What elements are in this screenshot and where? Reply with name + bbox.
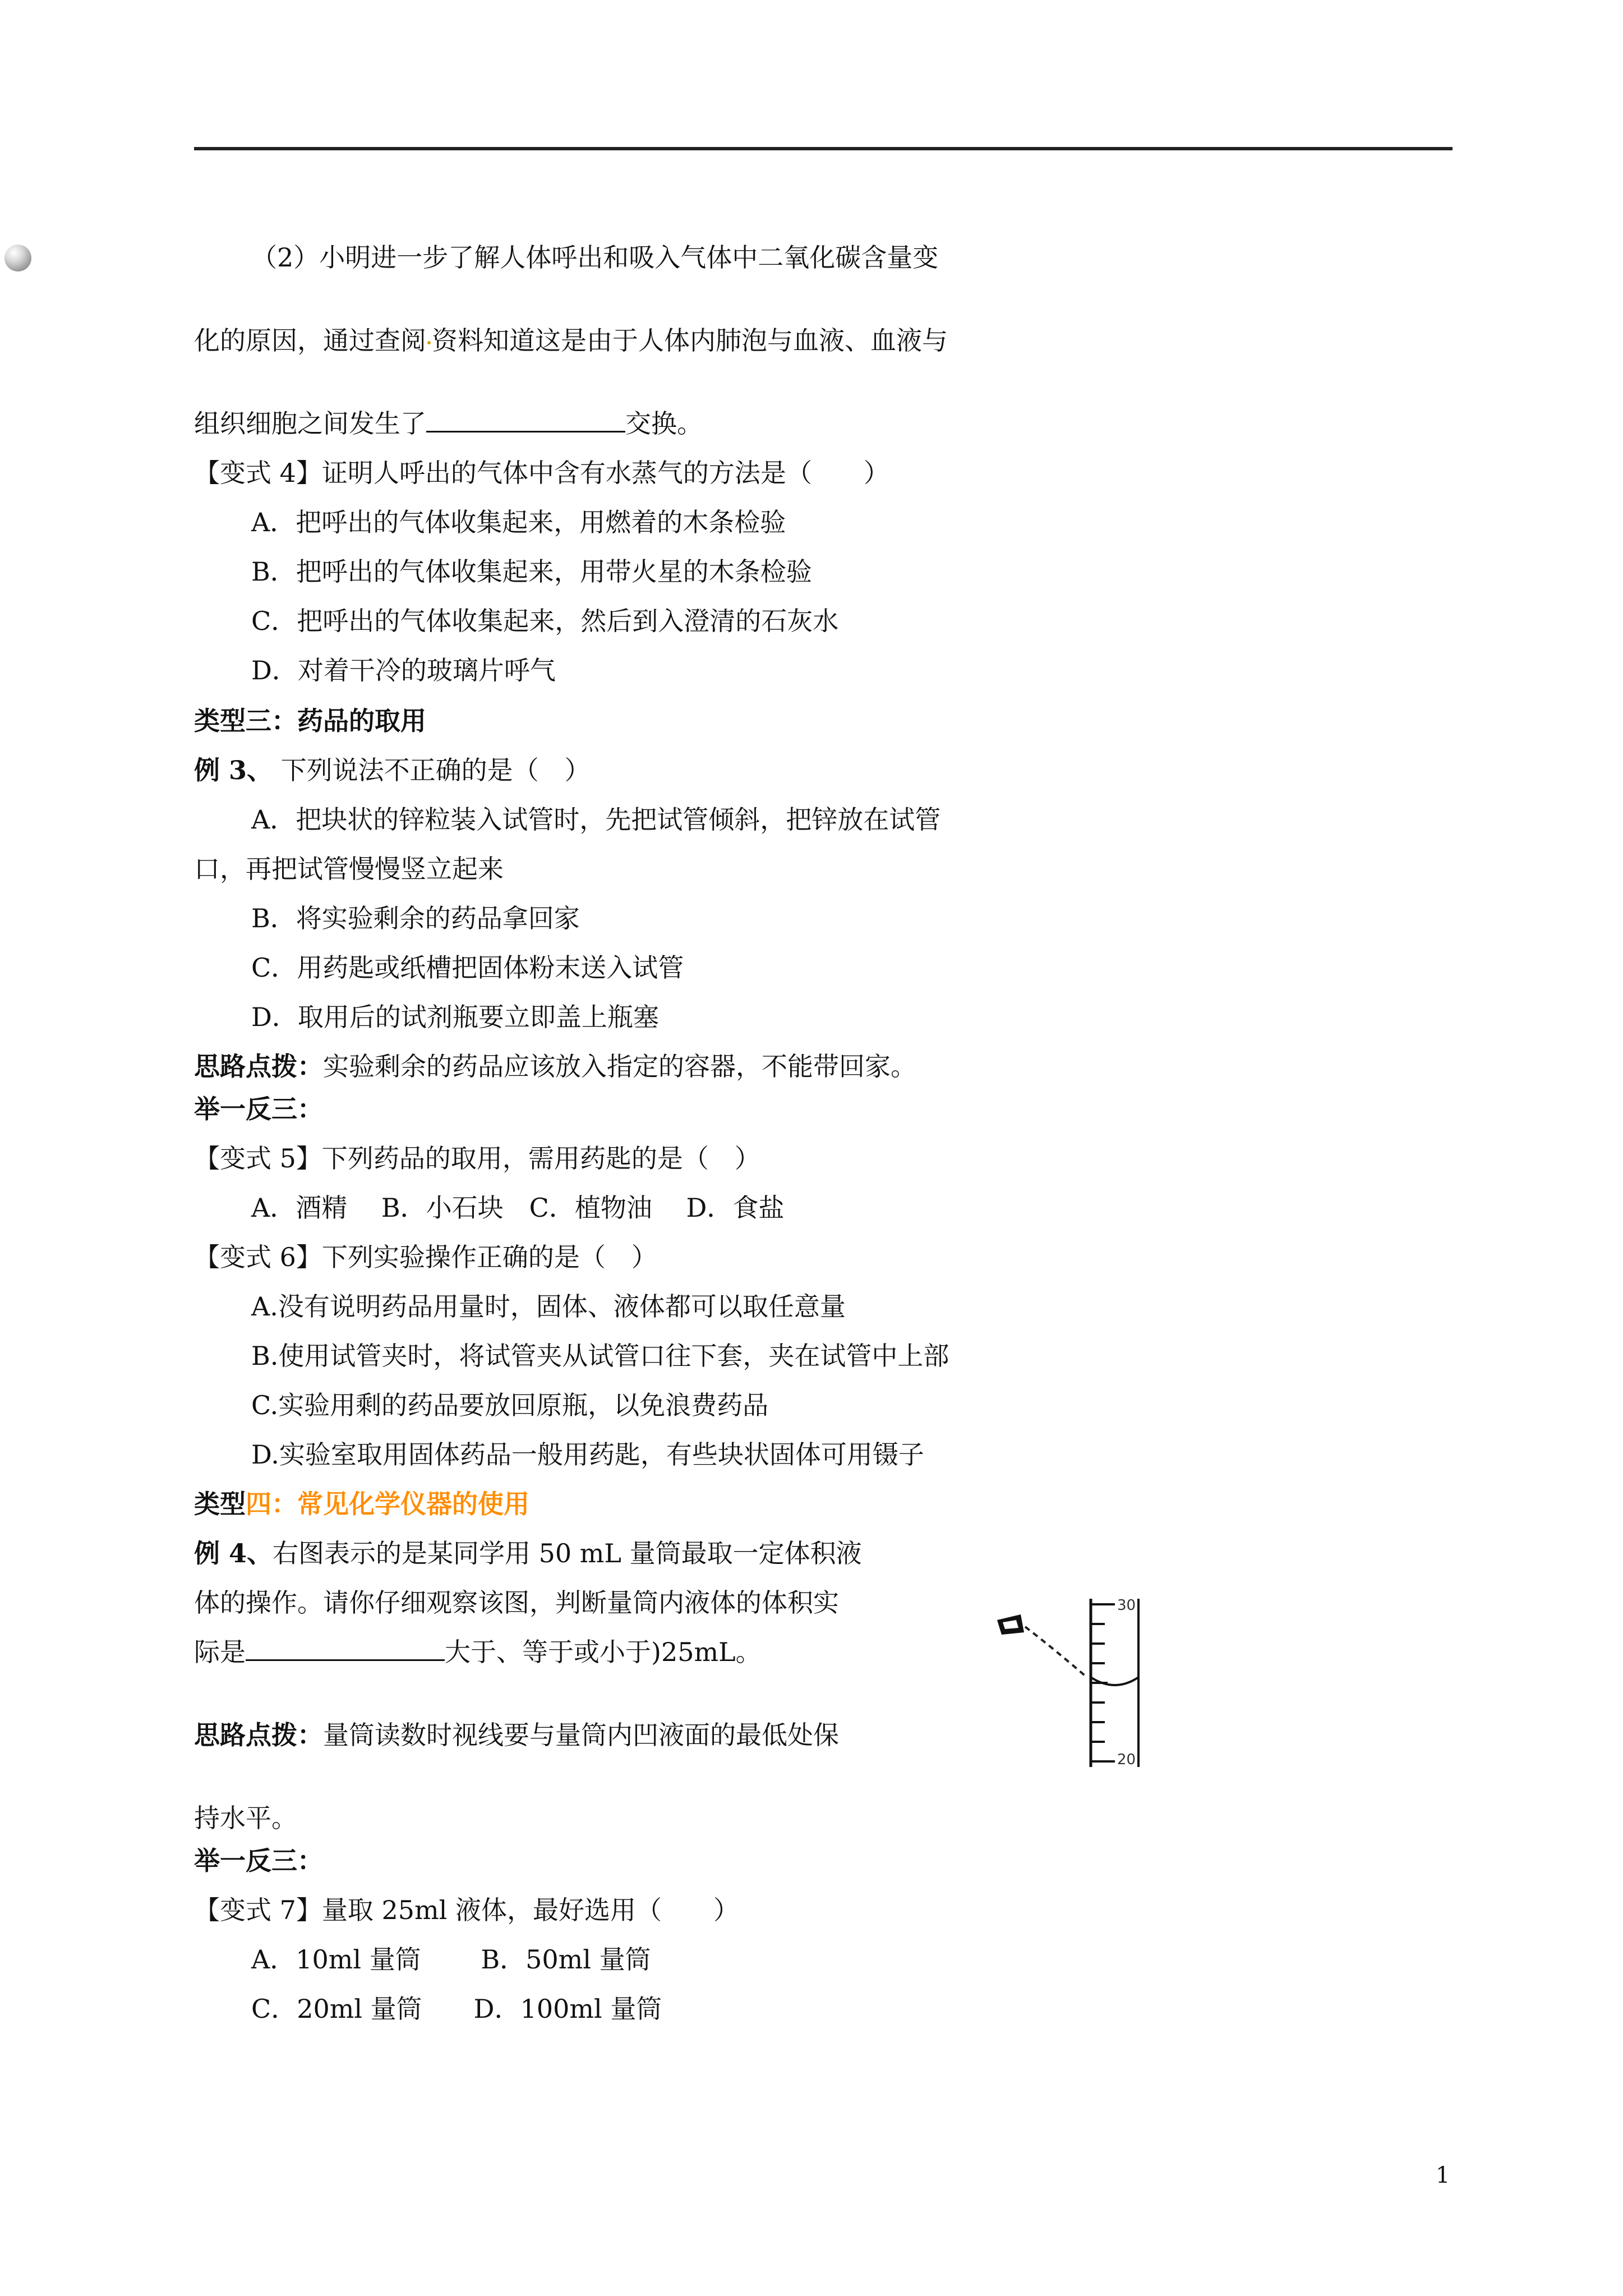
variant4-option-c: C．把呼出的气体收集起来，然后到入澄清的石灰水 xyxy=(251,606,839,636)
cylinder-label-bottom: 20 xyxy=(1117,1751,1136,1768)
variant4-option-a: A．把呼出的气体收集起来，用燃着的木条检验 xyxy=(251,507,786,537)
variant6-title: 【变式 6】下列实验操作正确的是（ ） xyxy=(194,1242,657,1272)
p2-line-3: 组织细胞之间发生了 交换。 xyxy=(194,408,703,439)
highlight-dot-icon xyxy=(427,341,431,344)
margin-bullet-icon xyxy=(4,245,31,272)
graduated-cylinder-figure xyxy=(987,1593,1155,1778)
hint4-continued: 持水平。 xyxy=(194,1803,297,1833)
example3-option-d: D．取用后的试剂瓶要立即盖上瓶塞 xyxy=(251,1002,659,1032)
variant6-option-d: D.实验室取用固体药品一般用药匙，有些块状固体可用镊子 xyxy=(251,1439,924,1470)
jyfs-heading-2: 举一反三： xyxy=(194,1846,323,1876)
example3-option-a-2: 口，再把试管慢慢竖立起来 xyxy=(194,854,504,884)
hint4: 思路点拨：量筒读数时视线要与量筒内凹液面的最低处保 xyxy=(194,1720,839,1750)
answer-blank[interactable] xyxy=(426,411,625,432)
variant7-options-row-2: C．20ml 量筒 D．100ml 量筒 xyxy=(251,1994,662,2024)
example4-line-1: 例 4、右图表示的是某同学用 50 mL 量筒最取一定体积液 xyxy=(194,1538,862,1568)
hint3: 思路点拨：实验剩余的药品应该放入指定的容器，不能带回家。 xyxy=(194,1051,916,1082)
example3-option-b: B．将实验剩余的药品拿回家 xyxy=(251,903,580,933)
cylinder-label-top: 30 xyxy=(1117,1597,1136,1614)
example3-option-a-1: A．把块状的锌粒装入试管时，先把试管倾斜，把锌放在试管 xyxy=(251,804,941,835)
variant6-option-a: A.没有说明药品用量时，固体、液体都可以取任意量 xyxy=(251,1291,846,1322)
p2-line-2: 化的原因，通过查阅 资料知道这是由于人体内肺泡与血液、血液与 xyxy=(194,325,948,356)
header-rule xyxy=(194,147,1453,150)
jyfs-heading-1: 举一反三： xyxy=(194,1094,323,1124)
example4-line-2: 体的操作。请你仔细观察该图，判断量筒内液体的体积实 xyxy=(194,1588,839,1618)
variant5-title: 【变式 5】下列药品的取用，需用药匙的是（ ） xyxy=(194,1143,760,1174)
variant7-title: 【变式 7】量取 25ml 液体，最好选用（ ） xyxy=(194,1895,739,1925)
variant4-option-b: B．把呼出的气体收集起来，用带火星的木条检验 xyxy=(251,556,812,587)
type3-heading: 类型三：药品的取用 xyxy=(194,706,426,736)
example4-line-3: 际是 大于、等于或小于)25mL。 xyxy=(194,1637,762,1667)
sight-line xyxy=(1025,1627,1087,1677)
page-number: 1 xyxy=(1436,2162,1450,2188)
variant4-title: 【变式 4】证明人呼出的气体中含有水蒸气的方法是（ ） xyxy=(194,458,889,488)
answer-blank[interactable] xyxy=(246,1639,445,1661)
example3-title: 例 3、 下列说法不正确的是（ ） xyxy=(194,755,591,785)
variant7-options-row-1: A．10ml 量筒 B．50ml 量筒 xyxy=(251,1944,651,1975)
example3-option-c: C．用药匙或纸槽把固体粉末送入试管 xyxy=(251,953,684,983)
p2-line-1: （2）小明进一步了解人体呼出和吸入气体中二氧化碳含量变 xyxy=(251,242,939,273)
type4-heading: 类型四：常见化学仪器的使用 xyxy=(194,1489,529,1519)
eye-icon xyxy=(997,1614,1024,1635)
variant6-option-c: C.实验用剩的药品要放回原瓶，以免浪费药品 xyxy=(251,1390,769,1420)
variant5-options: A．酒精 B．小石块 C．植物油 D．食盐 xyxy=(251,1193,785,1223)
variant4-option-d: D．对着干冷的玻璃片呼气 xyxy=(251,655,556,685)
variant6-option-b: B.使用试管夹时，将试管夹从试管口往下套，夹在试管中上部 xyxy=(251,1341,949,1371)
